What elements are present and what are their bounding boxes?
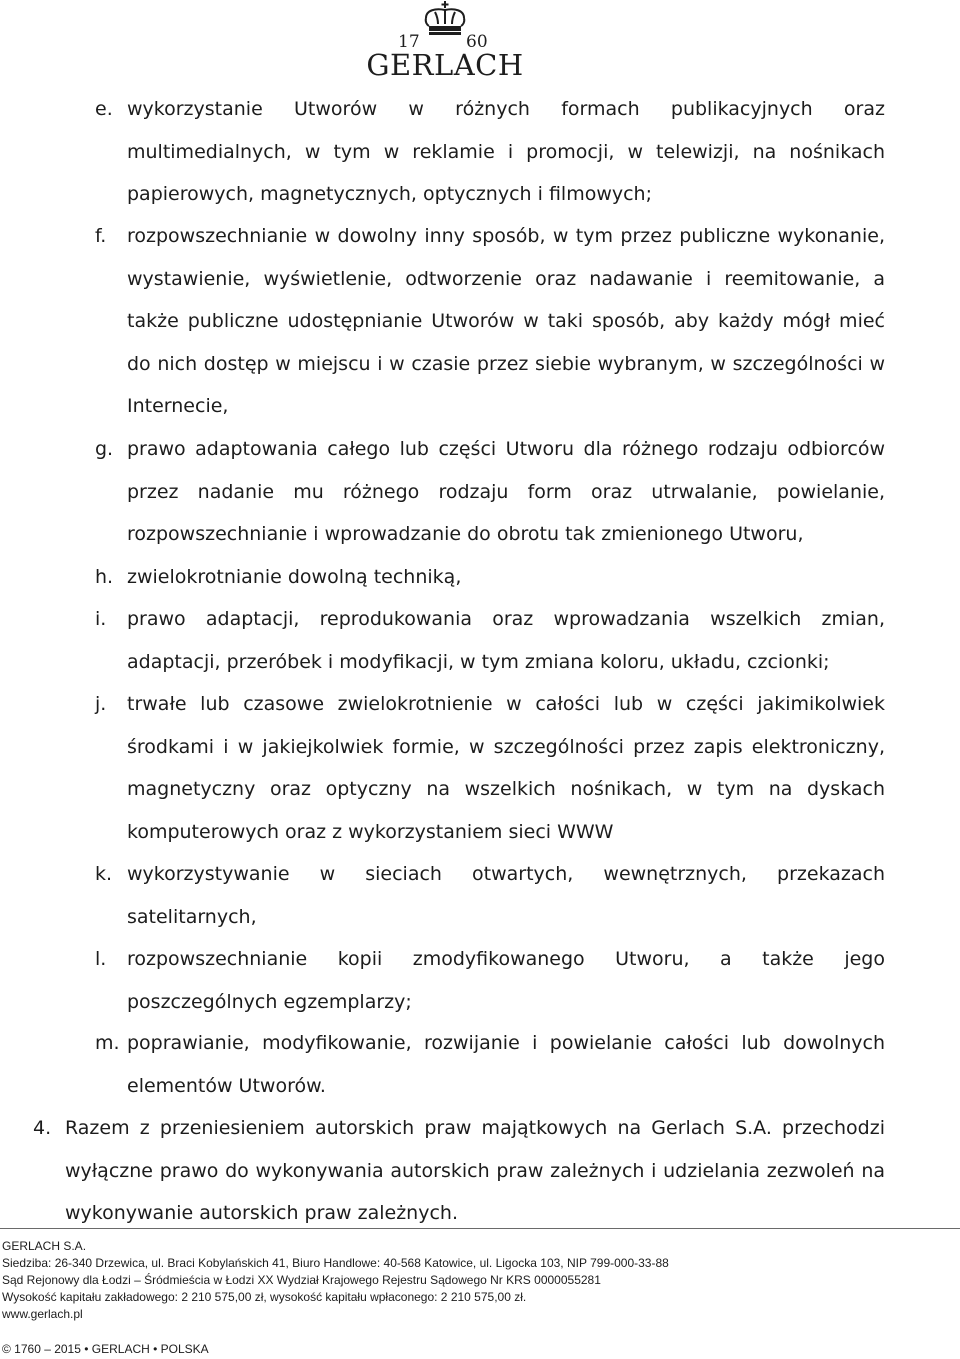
logo-brand-name: GERLACH <box>366 48 524 82</box>
numbered-point-4 <box>33 1107 885 1235</box>
list-item-text: wykorzystanie Utworów w różnych formach publikacyjnych oraz multimedialnych, w tym w reklamie i promocji, w telewizji, na nośnikach papierowych, magnetycznych, optycznych i filmowych; <box>127 98 885 205</box>
list-item-text: rozpowszechnianie kopii zmodyfikowanego Utworu, a także jego poszczególnych egzemplarzy; <box>127 948 885 1013</box>
list-item-text: Razem z przeniesieniem autorskich praw majątkowych na Gerlach S.A. przechodzi wyłączne prawo do wykonywania autorskich praw zależnych i udzielania zezwoleń na wykonywanie autorskich praw zależnych. <box>65 1117 885 1224</box>
list-marker: 4. <box>33 1117 52 1139</box>
crown-icon <box>418 0 472 38</box>
list-marker: j. <box>95 693 107 715</box>
footer-website-link[interactable]: www.gerlach.pl <box>2 1307 83 1321</box>
logo-year-right: 60 <box>466 32 488 52</box>
list-item-e <box>95 88 885 216</box>
gerlach-logo <box>352 0 538 82</box>
list-item-text: prawo adaptacji, reprodukowania oraz wprowadzania wszelkich zmian, adaptacji, przeróbek i modyfikacji, w tym zmiana koloru, układu, czcionki; <box>127 608 885 673</box>
list-marker: h. <box>95 566 114 588</box>
list-item-j <box>95 683 885 853</box>
footer-divider <box>0 1228 960 1229</box>
page-footer <box>2 1238 952 1323</box>
list-item-text: zwielokrotnianie dowolną techniką, <box>127 566 462 588</box>
list-marker: i. <box>95 608 107 630</box>
list-marker: f. <box>95 225 107 247</box>
list-item-i <box>95 598 885 683</box>
list-item-text: rozpowszechnianie w dowolny inny sposób, w tym przez publiczne wykonanie, wystawienie, wyświetlenie, odtworzenie oraz nadawanie i reemitowanie, a także publiczne udostępnianie Utworów w taki sposób, aby każdy mógł mieć do nich dostęp w miejscu i w czasie przez siebie wybranym, w szczególności w Internecie, <box>127 225 885 417</box>
list-item-h <box>95 556 885 599</box>
list-marker: m. <box>95 1032 120 1054</box>
list-marker: k. <box>95 863 113 885</box>
list-marker: l. <box>95 948 107 970</box>
list-item-text: trwałe lub czasowe zwielokrotnienie w całości lub w części jakimikolwiek środkami i w jakiejkolwiek formie, w szczególności przez zapis elektroniczny, magnetyczny oraz optyczny na wszelkich nośnikach, w tym na dyskach komputerowych oraz z wykorzystaniem sieci WWW <box>127 693 885 843</box>
list-item-l <box>95 938 885 1023</box>
list-item-text: wykorzystywanie w sieciach otwartych, wewnętrznych, przekazach satelitarnych, <box>127 863 885 928</box>
footer-copyright: © 1760 – 2015 • GERLACH • POLSKA <box>2 1342 209 1356</box>
footer-address: Siedziba: 26-340 Drzewica, ul. Braci Kobylańskich 41, Biuro Handlowe: 40-568 Katowice, ul. Ligocka 103, NIP 799-000-33-88 <box>2 1256 669 1270</box>
list-item-k <box>95 853 885 938</box>
list-marker: g. <box>95 438 114 460</box>
footer-company: GERLACH S.A. <box>2 1239 87 1253</box>
list-marker: e. <box>95 98 113 120</box>
list-item-g <box>95 428 885 556</box>
logo-year-left: 17 <box>398 32 420 52</box>
list-item-text: poprawianie, modyfikowanie, rozwijanie i powielanie całości lub dowolnych elementów Utworów. <box>127 1032 885 1097</box>
list-item-text: prawo adaptowania całego lub części Utworu dla różnego rodzaju odbiorców przez nadanie mu różnego rodzaju form oraz utrwalanie, powielanie, rozpowszechnianie i wprowadzanie do obrotu tak zmienionego Utworu, <box>127 438 885 545</box>
list-item-f <box>95 215 885 428</box>
list-item-m <box>95 1022 885 1107</box>
footer-court-registry: Sąd Rejonowy dla Łodzi – Śródmieścia w Łodzi XX Wydział Krajowego Rejestru Sądowego Nr KRS 0000055281 <box>2 1273 601 1287</box>
footer-capital: Wysokość kapitału zakładowego: 2 210 575,00 zł, wysokość kapitału wpłaconego: 2 210 575,00 zł. <box>2 1290 527 1304</box>
